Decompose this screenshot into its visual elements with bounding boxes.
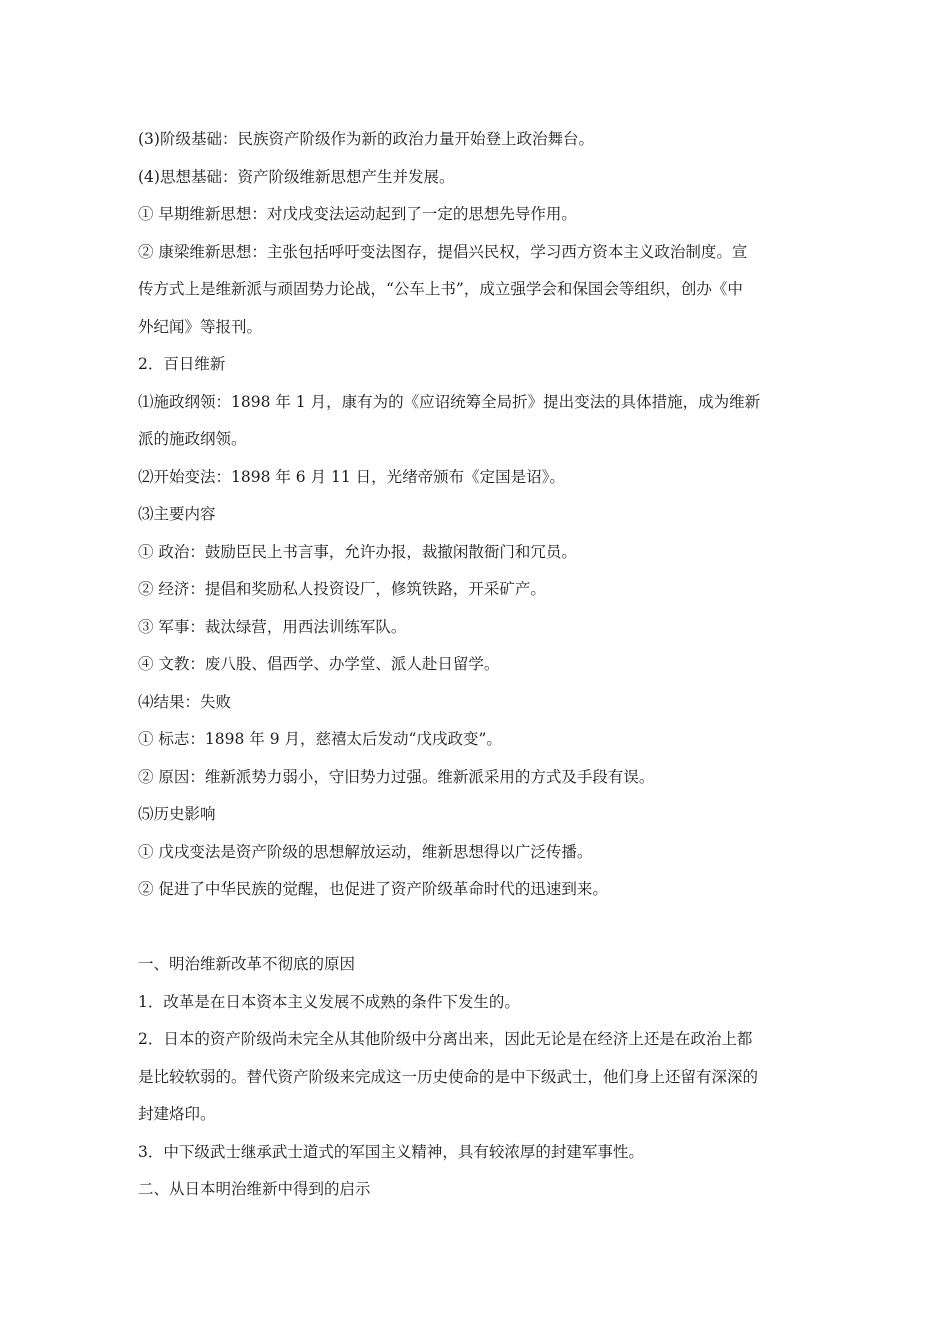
document-body bbox=[138, 121, 818, 1209]
meiji-reasons-heading: 一、明治维新改革不彻底的原因 bbox=[138, 955, 356, 973]
ideology-basis-line: (4)思想基础：资产阶级维新思想产生并发展。 bbox=[138, 167, 455, 186]
meiji-reason-2-line-2: 是比较软弱的。替代资产阶级来完成这一历史使命的是中下级武士，他们身上还留有深深的 bbox=[138, 1067, 759, 1086]
kang-liang-thought-line-2: 传方式上是维新派与顽固势力论战，“公车上书”，成立强学会和保国会等组织，创办《中 bbox=[138, 280, 743, 298]
section-spacer bbox=[138, 909, 818, 947]
meiji-reason-1: 1．改革是在日本资本主义发展不成熟的条件下发生的。 bbox=[138, 992, 520, 1011]
main-content-heading: ⑶主要内容 bbox=[138, 505, 216, 523]
meiji-reason-2-line-3: 封建烙印。 bbox=[138, 1105, 216, 1123]
politics-line: ① 政治：鼓励臣民上书言事，允许办报，裁撤闲散衙门和冗员。 bbox=[138, 542, 577, 561]
education-line: ④ 文教：废八股、倡西学、办学堂、派人赴日留学。 bbox=[138, 655, 500, 673]
reform-program-line-1: ⑴施政纲领：1898 年 1 月，康有为的《应诏统筹全局折》提出变法的具体措施，成为维新 bbox=[138, 392, 761, 411]
meiji-reason-3: 3．中下级武士继承武士道式的军国主义精神，具有较浓厚的封建军事性。 bbox=[138, 1142, 644, 1161]
result-sign-line: ① 标志：1898 年 9 月，慈禧太后发动“戊戌政变”。 bbox=[138, 730, 502, 748]
reform-start-line: ⑵开始变法：1898 年 6 月 11 日，光绪帝颁布《定国是诏》。 bbox=[138, 467, 565, 486]
economy-line: ② 经济：提倡和奖励私人投资设厂，修筑铁路，开采矿产。 bbox=[138, 580, 546, 598]
kang-liang-thought-line-3: 外纪闻》等报刊。 bbox=[138, 317, 263, 336]
kang-liang-thought-line-1: ② 康梁维新思想：主张包括呼吁变法图存，提倡兴民权，学习西方资本主义政治制度。宣 bbox=[138, 242, 748, 261]
impact-line-1: ① 戊戌变法是资产阶级的思想解放运动，维新思想得以广泛传播。 bbox=[138, 842, 593, 861]
early-reform-thought-line: ① 早期维新思想：对戊戌变法运动起到了一定的思想先导作用。 bbox=[138, 205, 577, 223]
impact-line-2: ② 促进了中华民族的觉醒，也促进了资产阶级革命时代的迅速到来。 bbox=[138, 880, 608, 898]
result-heading: ⑷结果：失败 bbox=[138, 692, 232, 711]
reform-program-line-2: 派的施政纲领。 bbox=[138, 430, 247, 448]
military-line: ③ 军事：裁汰绿营，用西法训练军队。 bbox=[138, 617, 407, 636]
meiji-lessons-heading: 二、从日本明治维新中得到的启示 bbox=[138, 1180, 371, 1198]
historical-impact-heading: ⑸历史影响 bbox=[138, 805, 216, 823]
hundred-days-reform-heading: 2．百日维新 bbox=[138, 355, 226, 373]
result-cause-line: ② 原因：维新派势力弱小，守旧势力过强。维新派采用的方式及手段有误。 bbox=[138, 767, 655, 786]
class-basis-line: (3)阶级基础：民族资产阶级作为新的政治力量开始登上政治舞台。 bbox=[138, 130, 594, 148]
meiji-reason-2-line-1: 2．日本的资产阶级尚未完全从其他阶级中分离出来，因此无论是在经济上还是在政治上都 bbox=[138, 1030, 753, 1048]
